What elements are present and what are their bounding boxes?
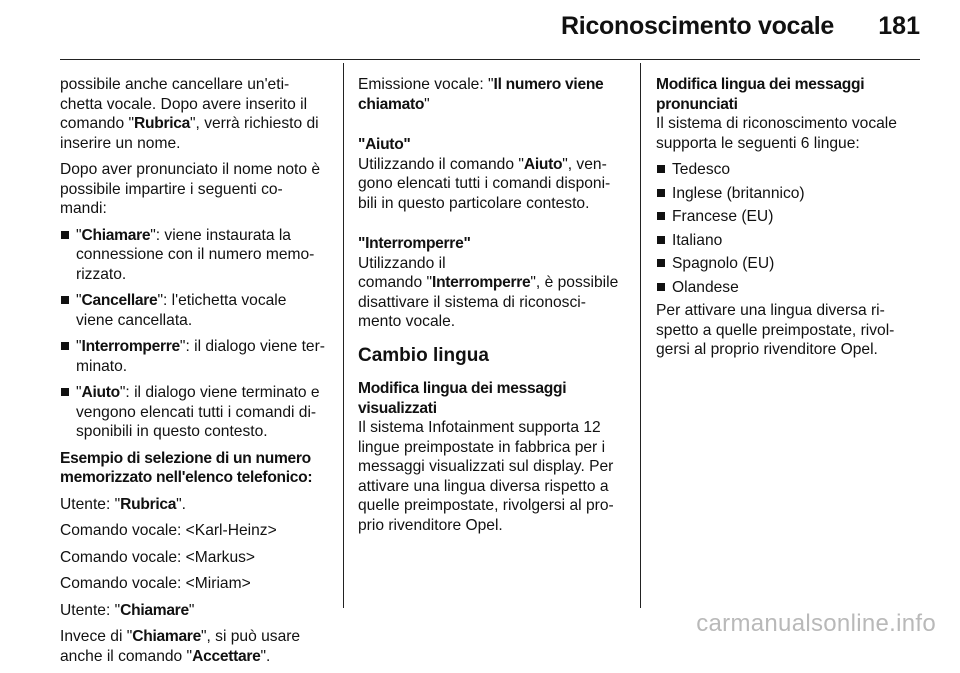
example-line: Utente: "Rubrica". [60,495,186,513]
interromperre-paragraph: Utilizzando il comando "Interromperre", è possibile disattivare il sistema di riconosci- mento vocale. [358,254,619,330]
section-heading: Cambio lingua [358,344,489,366]
subheading: Modifica lingua dei messaggi visualizzati [358,380,567,417]
column-divider-2 [640,63,641,608]
bullet-square-icon [657,212,665,220]
commands-paragraph: Dopo aver pronunciato il nome noto è possibile impartire i seguenti co- mandi: [60,161,321,217]
intro-paragraph: Il sistema di riconoscimento vocale supporta le seguenti 6 lingue: [656,115,897,152]
bullet-square-icon [61,231,69,239]
aiuto-heading: "Aiuto" [358,136,411,153]
example-line: Comando vocale: <Karl-Heinz> [60,522,277,539]
bullet-square-icon [61,342,69,350]
aiuto-paragraph: Utilizzando il comando "Aiuto", ven- gono elencati tutti i comandi disponi- bili in questo particolare contesto. [358,155,611,212]
bullet-square-icon [657,165,665,173]
page-number: 181 [878,12,920,40]
watermark: carmanualsonline.info [696,610,936,637]
column-divider-1 [343,63,344,608]
column-1 [60,75,330,673]
bullet-square-icon [657,236,665,244]
list-item: "Cancellare": l'etichetta vocale viene cancellata. [60,291,330,330]
example-line: Comando vocale: <Miriam> [60,575,251,592]
example-line: Comando vocale: <Markus> [60,548,256,566]
header-rule [60,59,920,60]
list-item: "Chiamare": viene instaurata la connessione con il numero memo- rizzato. [60,226,330,285]
list-item: "Interromperre": il dialogo viene ter- minato. [60,337,330,376]
bullet-square-icon [657,283,665,291]
closing-paragraph: Per attivare una lingua diversa ri- spetto a quelle preimpostate, rivol- gersi al proprio rivenditore Opel. [656,302,895,358]
body-paragraph: Il sistema Infotainment supporta 12 lingue preimpostate in fabbrica per i messaggi visualizzati sul display. Per attivare una lingua diversa rispetto a quelle preimpostate, rivolgersi al pro- prio rivenditore Opel. [358,419,614,534]
bullet-square-icon [61,296,69,304]
example-heading: Esempio di selezione di un numero memorizzato nell'elenco telefonico: [60,449,313,486]
page-title: Riconoscimento vocale [561,12,834,40]
intro-paragraph: possibile anche cancellare un'eti- chetta vocale. Dopo avere inserito il comando "Rubrica", verrà richiesto di inserire un nome. [60,76,319,152]
voice-output-line: Emissione vocale: "Il numero viene chiamato" [358,76,604,113]
subheading: Modifica lingua dei messaggi pronunciati [656,76,865,113]
list-item: Olandese [656,278,920,298]
bullet-square-icon [657,189,665,197]
column-3 [656,75,920,367]
interromperre-heading: "Interromperre" [358,235,471,252]
list-item: Tedesco [656,160,920,180]
list-item: Francese (EU) [656,207,920,227]
list-item: Spagnolo (EU) [656,254,920,274]
list-item: Inglese (britannico) [656,184,920,204]
bullet-square-icon [61,388,69,396]
column-2 [358,75,628,542]
example-line: Utente: "Chiamare" [60,601,195,619]
list-item: "Aiuto": il dialogo viene terminato e vengono elencati tutti i comandi di- sponibili in questo contesto. [60,383,330,442]
bullet-square-icon [657,259,665,267]
closing-paragraph: Invece di "Chiamare", si può usare anche il comando "Accettare". [60,628,301,665]
list-item: Italiano [656,231,920,251]
